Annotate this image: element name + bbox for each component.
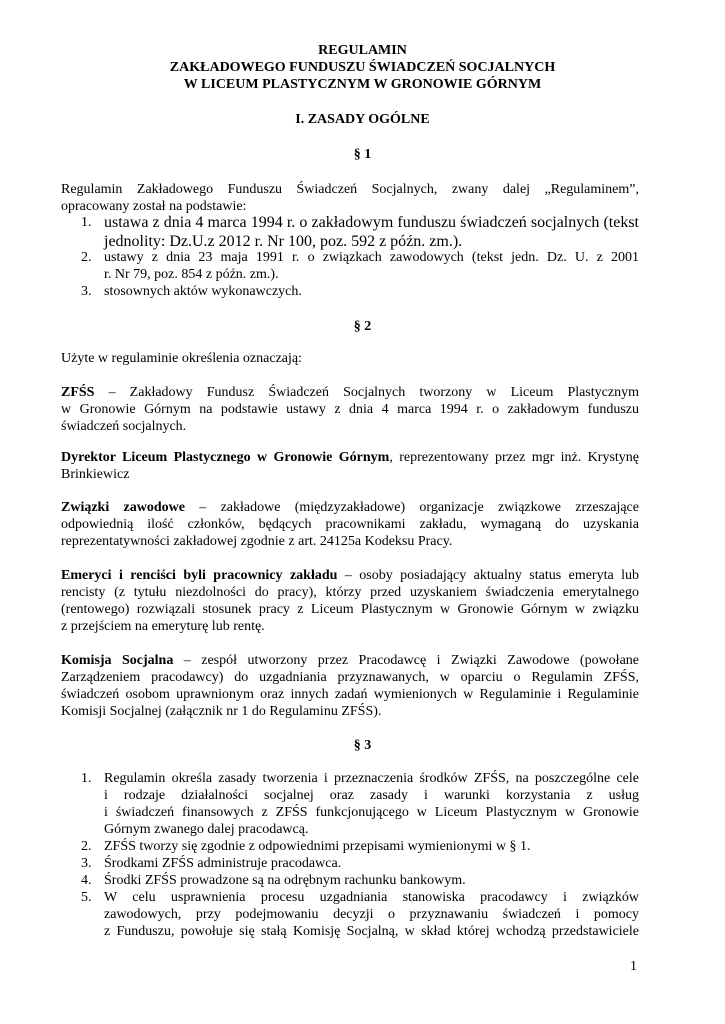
list-number: 2. <box>81 250 92 265</box>
section-1-intro <box>61 181 639 215</box>
chapter-heading: I. ZASADY OGÓLNE <box>295 112 430 127</box>
definition-text: w Gronowie Górnym na podstawie ustawy z dnia 4 marca 1994 r. o zakładowym funduszu <box>61 402 639 417</box>
intro-line-1: Regulamin Zakładowego Funduszu Świadczeń Socjalnych, zwany dalej „Regulaminem”, <box>61 182 639 197</box>
list-number: 5. <box>81 890 92 905</box>
list-number: 3. <box>81 284 92 299</box>
term-retirees: Emeryci i renciści byli pracownicy zakładu <box>61 568 338 583</box>
definition-text: – zakładowe (międzyzakładowe) organizacje związkowe zrzeszające <box>184 500 639 515</box>
list-item-line: z Funduszu, powołuje się stałą Komisję Socjalną, w skład której wchodzą przedstawiciele <box>104 924 639 939</box>
definition-text: Komisji Socjalnej (załącznik nr 1 do Regulaminu ZFŚS). <box>61 704 382 719</box>
list-item-line: Górnym zwanego dalej pracodawcą. <box>104 822 309 837</box>
definition-text: odpowiednią ilość członków, będących pracownikami zakładu, wymaganą do uzyskania <box>61 517 639 532</box>
definition-text: – osoby posiadający aktualny status emeryta lub <box>337 568 640 583</box>
list-item-line: i rodzaje działalności socjalnej oraz zasady i warunki korzystania z usług <box>104 788 639 803</box>
definition-text: – Zakładowy Fundusz Świadczeń Socjalnych tworzony w Liceum Plastycznym <box>94 385 639 400</box>
page-number: 1 <box>630 959 637 974</box>
section-2-intro <box>61 350 639 367</box>
definition-text: reprezentatywności zakładowej zgodnie z art. 24125a Kodeksu Pracy. <box>61 534 453 549</box>
list-item-line: i świadczeń finansowych z ZFŚS funkcjonującego w Liceum Plastycznym w Gronowie <box>104 805 639 820</box>
section-3-heading: § 3 <box>353 738 372 753</box>
term-committee: Komisja Socjalna <box>61 653 174 668</box>
definition-text: z przejściem na emeryturę lub rentę. <box>61 619 265 634</box>
definition-committee <box>61 652 639 720</box>
list-number: 3. <box>81 856 92 871</box>
list-item-line: ZFŚS tworzy się zgodnie z odpowiednimi przepisami wymienionymi w § 1. <box>104 839 531 854</box>
definition-text: rencisty (z tytułu niezdolności do pracy), którzy przed uzyskaniem świadczenia emerytalnego <box>61 585 639 600</box>
list-item-line: Środki ZFŚS prowadzone są na odrębnym rachunku bankowym. <box>104 873 466 888</box>
section-2-heading: § 2 <box>353 319 372 334</box>
list-item-line: Środkami ZFŚS administruje pracodawca. <box>104 856 342 871</box>
doc-title-line3: W LICEUM PLASTYCZNYM W GRONOWIE GÓRNYM <box>183 77 542 92</box>
doc-title-line2: ZAKŁADOWEGO FUNDUSZU ŚWIADCZEŃ SOCJALNYCH <box>169 60 556 75</box>
definition-text: świadczeń socjalnych. <box>61 419 187 434</box>
list-item-line: stosownych aktów wykonawczych. <box>104 284 302 299</box>
doc-title-line1: REGULAMIN <box>318 43 407 58</box>
list-item-line: jednolity: Dz.U.z 2012 r. Nr 100, poz. 592 z późn. zm.). <box>104 233 463 250</box>
term-zfss: ZFŚS <box>61 385 95 400</box>
definition-text: – zespół utworzony przez Pracodawcę i Związki Zawodowe (powołane <box>173 653 640 668</box>
term-unions: Związki zawodowe <box>61 500 185 515</box>
definition-retirees <box>61 567 639 635</box>
list-item-line: r. Nr 79, poz. 854 z późn. zm.). <box>104 267 279 282</box>
definition-text: (rentowego) rozwiązali stosunek pracy z Liceum Plastycznym w Gronowie Górnym w związku <box>61 602 639 617</box>
intro-line-2: opracowany został na podstawie: <box>61 199 247 214</box>
section-1-heading: § 1 <box>353 147 372 162</box>
list-item-line: ustawy z dnia 23 maja 1991 r. o związkach zawodowych (tekst jedn. Dz. U. z 2001 <box>104 250 639 265</box>
definition-text: , reprezentowany przez mgr inż. Krystynę <box>389 450 639 465</box>
term-director: Dyrektor Liceum Plastycznego w Gronowie Górnym <box>61 450 390 465</box>
list-number: 4. <box>81 873 92 888</box>
list-number: 1. <box>81 771 92 786</box>
list-item-line: Regulamin określa zasady tworzenia i przeznaczenia środków ZFŚS, na poszczególne cele <box>104 771 639 786</box>
definition-director <box>61 449 639 483</box>
definitions-intro: Użyte w regulaminie określenia oznaczają: <box>61 351 302 366</box>
list-number: 1. <box>81 215 92 230</box>
definition-zfss <box>61 384 639 435</box>
list-number: 2. <box>81 839 92 854</box>
definition-text: świadczeń osobom uprawnionym oraz innych zadań wymienionych w Regulaminie i Regulaminie <box>61 687 639 702</box>
definition-unions <box>61 499 639 550</box>
definition-text: Brinkiewicz <box>61 467 130 482</box>
definition-text: Zarządzeniem pracodawcy) do uzgadniania przyznawanych, w oparciu o Regulamin ZFŚS, <box>61 670 639 685</box>
list-item-line: W celu usprawnienia procesu uzgadniania stanowiska pracodawcy i związków <box>104 890 639 905</box>
list-item-line: ustawa z dnia 4 marca 1994 r. o zakładowym funduszu świadczeń socjalnych (tekst <box>104 214 639 231</box>
list-item-line: zawodowych, przy podejmowaniu decyzji o przyznawaniu świadczeń i pomocy <box>104 907 639 922</box>
